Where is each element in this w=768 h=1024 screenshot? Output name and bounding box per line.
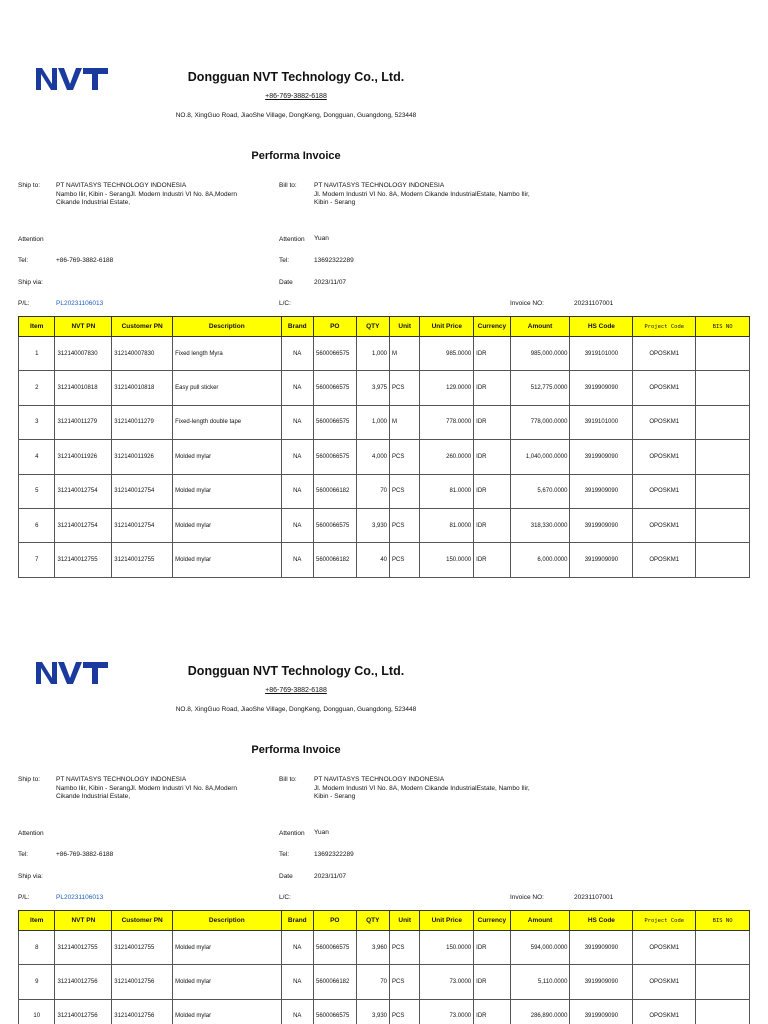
ship-to-label: Ship to: (18, 182, 41, 189)
header-project-code: Project Code (633, 317, 696, 337)
cell-qty: 40 (356, 543, 389, 577)
cell-description: Fixed length Myra (173, 337, 281, 371)
invoice-no-label: Invoice NO: (510, 300, 544, 307)
table-row (19, 965, 750, 999)
cell-bis-no (696, 337, 750, 371)
company-name: Dongguan NVT Technology Co., Ltd. (187, 70, 405, 84)
pl-label: P/L: (18, 894, 30, 901)
cell-po: 5600066575 (313, 405, 356, 439)
invoice-page (0, 594, 768, 1024)
cell-customer-pn: 312140007830 (112, 337, 173, 371)
cell-po: 5600066575 (313, 371, 356, 405)
cell-hs-code: 3919909090 (570, 931, 633, 965)
cell-unit: M (390, 405, 420, 439)
header-nvt-pn: NVT PN (55, 911, 112, 931)
cell-customer-pn: 312140012754 (112, 508, 173, 542)
tel-label: Tel: (18, 851, 29, 858)
cell-currency: IDR (474, 474, 510, 508)
tel-value-left: +86-769-3882-6188 (56, 851, 114, 858)
table-row (19, 440, 750, 474)
bill-to-line3: Kibin - Serang (314, 793, 356, 800)
cell-item: 8 (19, 931, 55, 965)
cell-hs-code: 3919909090 (570, 508, 633, 542)
cell-unit: PCS (390, 543, 420, 577)
cell-hs-code: 3919909090 (570, 999, 633, 1024)
bill-to-line1: PT NAVITASYS TECHNOLOGY INDONESIA (314, 182, 445, 189)
cell-unit-price: 81.0000 (420, 474, 474, 508)
company-phone[interactable]: +86-769-3882-6188 (265, 93, 327, 100)
cell-hs-code: 3919909090 (570, 440, 633, 474)
cell-po: 5600066182 (313, 965, 356, 999)
tel-value-left: +86-769-3882-6188 (56, 257, 114, 264)
cell-hs-code: 3919101000 (570, 337, 633, 371)
cell-description: Molded mylar (173, 999, 281, 1024)
cell-currency: IDR (474, 508, 510, 542)
header-unit: Unit (390, 317, 420, 337)
cell-brand: NA (281, 405, 313, 439)
cell-amount: 1,040,000.0000 (510, 440, 570, 474)
header-qty: QTY (356, 911, 389, 931)
header-brand: Brand (281, 911, 313, 931)
cell-unit: M (390, 337, 420, 371)
cell-po: 5600066575 (313, 931, 356, 965)
invoice-title: Performa Invoice (251, 744, 341, 756)
pl-value: PL20231106013 (56, 894, 104, 901)
cell-unit-price: 778.0000 (420, 405, 474, 439)
cell-amount: 5,110.0000 (510, 965, 570, 999)
cell-hs-code: 3919909090 (570, 474, 633, 508)
cell-customer-pn: 312140012756 (112, 999, 173, 1024)
ship-to-line1: PT NAVITASYS TECHNOLOGY INDONESIA (56, 776, 187, 783)
header-amount: Amount (510, 911, 570, 931)
header-description: Description (173, 317, 281, 337)
bill-to-line3: Kibin - Serang (314, 199, 356, 206)
cell-qty: 3,930 (356, 508, 389, 542)
cell-project-code: OPOSKM1 (633, 337, 696, 371)
table-header-row (19, 911, 750, 931)
cell-item: 4 (19, 440, 55, 474)
cell-project-code: OPOSKM1 (633, 508, 696, 542)
ship-via-label: Ship via: (18, 873, 43, 880)
cell-customer-pn: 312140011279 (112, 405, 173, 439)
cell-qty: 1,000 (356, 405, 389, 439)
header-currency: Currency (474, 911, 510, 931)
header-hs-code: HS Code (570, 317, 633, 337)
header-bis-no: BIS NO (696, 317, 750, 337)
cell-unit-price: 985.0000 (420, 337, 474, 371)
cell-brand: NA (281, 474, 313, 508)
cell-description: Molded mylar (173, 543, 281, 577)
header-bis-no: BIS NO (696, 911, 750, 931)
cell-item: 1 (19, 337, 55, 371)
cell-qty: 3,930 (356, 999, 389, 1024)
cell-project-code: OPOSKM1 (633, 405, 696, 439)
cell-bis-no (696, 965, 750, 999)
table-row (19, 999, 750, 1024)
cell-unit: PCS (390, 474, 420, 508)
invoice-no-label: Invoice NO: (510, 894, 544, 901)
tel-label-right: Tel: (279, 257, 290, 264)
cell-brand: NA (281, 508, 313, 542)
date-label: Date (279, 279, 293, 286)
cell-currency: IDR (474, 543, 510, 577)
cell-project-code: OPOSKM1 (633, 965, 696, 999)
company-address: NO.8, XingGuo Road, JiaoShe Village, DongKeng, Dongguan, Guangdong, 523448 (175, 112, 417, 119)
cell-unit: PCS (390, 440, 420, 474)
ship-to-line3: Cikande Industrial Estate, (56, 199, 131, 206)
header-amount: Amount (510, 317, 570, 337)
cell-customer-pn: 312140012755 (112, 543, 173, 577)
bill-to-line1: PT NAVITASYS TECHNOLOGY INDONESIA (314, 776, 445, 783)
tel-value-right: 13692322289 (314, 851, 354, 858)
cell-brand: NA (281, 337, 313, 371)
table-header-row (19, 317, 750, 337)
cell-amount: 985,000.0000 (510, 337, 570, 371)
cell-description: Fixed-length double tape (173, 405, 281, 439)
cell-project-code: OPOSKM1 (633, 371, 696, 405)
cell-hs-code: 3919101000 (570, 405, 633, 439)
header-hs-code: HS Code (570, 911, 633, 931)
bill-to-label: Bill to: (279, 776, 297, 783)
ship-to-line3: Cikande Industrial Estate, (56, 793, 131, 800)
cell-qty: 3,960 (356, 931, 389, 965)
ship-to-line2: Nambo Ilir, Kibin - SerangJl. Modern Industri VI No. 8A,Modern (56, 190, 237, 198)
header-unit: Unit (390, 911, 420, 931)
cell-unit-price: 150.0000 (420, 931, 474, 965)
cell-currency: IDR (474, 440, 510, 474)
invoice-title: Performa Invoice (251, 150, 341, 162)
cell-brand: NA (281, 999, 313, 1024)
cell-po: 5600066575 (313, 999, 356, 1024)
attention-label-right: Attention (279, 830, 305, 837)
cell-description: Molded mylar (173, 440, 281, 474)
cell-po: 5600066575 (313, 508, 356, 542)
table-row (19, 371, 750, 405)
table-row (19, 337, 750, 371)
attention-label: Attention (18, 236, 44, 243)
cell-nvt-pn: 312140012756 (55, 965, 112, 999)
cell-brand: NA (281, 371, 313, 405)
cell-project-code: OPOSKM1 (633, 474, 696, 508)
cell-description: Molded mylar (173, 965, 281, 999)
cell-customer-pn: 312140010818 (112, 371, 173, 405)
items-table (18, 316, 750, 578)
cell-item: 3 (19, 405, 55, 439)
cell-customer-pn: 312140012754 (112, 474, 173, 508)
header-unit-price: Unit Price (420, 317, 474, 337)
header-currency: Currency (474, 317, 510, 337)
cell-nvt-pn: 312140010818 (55, 371, 112, 405)
cell-unit-price: 129.0000 (420, 371, 474, 405)
cell-po: 5600066575 (313, 440, 356, 474)
table-row (19, 543, 750, 577)
cell-amount: 778,000.0000 (510, 405, 570, 439)
cell-description: Molded mylar (173, 474, 281, 508)
cell-nvt-pn: 312140012754 (55, 474, 112, 508)
cell-currency: IDR (474, 371, 510, 405)
attention-value: Yuan (314, 829, 329, 836)
attention-value: Yuan (314, 235, 329, 242)
cell-item: 2 (19, 371, 55, 405)
cell-customer-pn: 312140011926 (112, 440, 173, 474)
cell-description: Easy pull sticker (173, 371, 281, 405)
bill-to-line2: Jl. Modern Industri VI No. 8A, Modern Cikande IndustrialEstate, Nambo Ilir, (314, 784, 530, 792)
cell-unit: PCS (390, 965, 420, 999)
cell-bis-no (696, 440, 750, 474)
header-po: PO (313, 317, 356, 337)
cell-unit-price: 73.0000 (420, 999, 474, 1024)
cell-qty: 4,000 (356, 440, 389, 474)
date-label: Date (279, 873, 293, 880)
cell-qty: 70 (356, 474, 389, 508)
cell-bis-no (696, 371, 750, 405)
cell-amount: 5,670.0000 (510, 474, 570, 508)
cell-project-code: OPOSKM1 (633, 440, 696, 474)
cell-amount: 512,775.0000 (510, 371, 570, 405)
header-item: Item (19, 317, 55, 337)
bill-to-line2: Jl. Modern Industri VI No. 8A, Modern Cikande IndustrialEstate, Nambo Ilir, (314, 190, 530, 198)
lc-label: L/C: (279, 894, 291, 901)
cell-unit: PCS (390, 371, 420, 405)
company-address: NO.8, XingGuo Road, JiaoShe Village, DongKeng, Dongguan, Guangdong, 523448 (175, 706, 417, 713)
cell-amount: 286,890.0000 (510, 999, 570, 1024)
items-table (18, 910, 750, 1024)
cell-nvt-pn: 312140012755 (55, 931, 112, 965)
company-name: Dongguan NVT Technology Co., Ltd. (187, 664, 405, 678)
header-po: PO (313, 911, 356, 931)
cell-item: 10 (19, 999, 55, 1024)
table-row (19, 931, 750, 965)
cell-unit-price: 81.0000 (420, 508, 474, 542)
header-qty: QTY (356, 317, 389, 337)
cell-customer-pn: 312140012755 (112, 931, 173, 965)
cell-unit-price: 150.0000 (420, 543, 474, 577)
date-value: 2023/11/07 (314, 279, 347, 286)
cell-nvt-pn: 312140012756 (55, 999, 112, 1024)
date-value: 2023/11/07 (314, 873, 347, 880)
cell-po: 5600066182 (313, 543, 356, 577)
cell-amount: 318,330.0000 (510, 508, 570, 542)
cell-nvt-pn: 312140012755 (55, 543, 112, 577)
header-description: Description (173, 911, 281, 931)
cell-nvt-pn: 312140012754 (55, 508, 112, 542)
cell-hs-code: 3919909090 (570, 965, 633, 999)
cell-qty: 1,000 (356, 337, 389, 371)
pl-value: PL20231106013 (56, 300, 104, 307)
header-nvt-pn: NVT PN (55, 317, 112, 337)
cell-unit: PCS (390, 999, 420, 1024)
cell-description: Molded mylar (173, 508, 281, 542)
cell-unit: PCS (390, 931, 420, 965)
cell-hs-code: 3919909090 (570, 371, 633, 405)
cell-currency: IDR (474, 965, 510, 999)
header-item: Item (19, 911, 55, 931)
cell-po: 5600066182 (313, 474, 356, 508)
header-customer-pn: Customer PN (112, 911, 173, 931)
lc-label: L/C: (279, 300, 291, 307)
cell-customer-pn: 312140012756 (112, 965, 173, 999)
invoice-no-value: 20231107001 (574, 894, 614, 901)
ship-to-line2: Nambo Ilir, Kibin - SerangJl. Modern Industri VI No. 8A,Modern (56, 784, 237, 792)
cell-brand: NA (281, 965, 313, 999)
table-row (19, 474, 750, 508)
ship-to-line1: PT NAVITASYS TECHNOLOGY INDONESIA (56, 182, 187, 189)
cell-nvt-pn: 312140011279 (55, 405, 112, 439)
cell-item: 7 (19, 543, 55, 577)
ship-to-label: Ship to: (18, 776, 41, 783)
cell-bis-no (696, 474, 750, 508)
cell-item: 5 (19, 474, 55, 508)
cell-unit-price: 260.0000 (420, 440, 474, 474)
cell-bis-no (696, 543, 750, 577)
cell-qty: 3,975 (356, 371, 389, 405)
table-row (19, 508, 750, 542)
cell-amount: 594,000.0000 (510, 931, 570, 965)
cell-unit-price: 73.0000 (420, 965, 474, 999)
cell-brand: NA (281, 931, 313, 965)
header-brand: Brand (281, 317, 313, 337)
cell-bis-no (696, 999, 750, 1024)
tel-label-right: Tel: (279, 851, 290, 858)
bill-to-label: Bill to: (279, 182, 297, 189)
cell-unit: PCS (390, 508, 420, 542)
cell-description: Molded mylar (173, 931, 281, 965)
header-unit-price: Unit Price (420, 911, 474, 931)
cell-qty: 70 (356, 965, 389, 999)
attention-label: Attention (18, 830, 44, 837)
invoice-no-value: 20231107001 (574, 300, 614, 307)
cell-item: 6 (19, 508, 55, 542)
cell-brand: NA (281, 440, 313, 474)
cell-brand: NA (281, 543, 313, 577)
cell-project-code: OPOSKM1 (633, 543, 696, 577)
tel-value-right: 13692322289 (314, 257, 354, 264)
cell-nvt-pn: 312140011926 (55, 440, 112, 474)
cell-po: 5600066575 (313, 337, 356, 371)
cell-currency: IDR (474, 337, 510, 371)
cell-project-code: OPOSKM1 (633, 931, 696, 965)
company-phone[interactable]: +86-769-3882-6188 (265, 687, 327, 694)
pl-label: P/L: (18, 300, 30, 307)
cell-amount: 6,000.0000 (510, 543, 570, 577)
cell-currency: IDR (474, 931, 510, 965)
cell-project-code: OPOSKM1 (633, 999, 696, 1024)
cell-bis-no (696, 931, 750, 965)
cell-bis-no (696, 508, 750, 542)
cell-currency: IDR (474, 999, 510, 1024)
header-customer-pn: Customer PN (112, 317, 173, 337)
cell-currency: IDR (474, 405, 510, 439)
cell-nvt-pn: 312140007830 (55, 337, 112, 371)
cell-item: 9 (19, 965, 55, 999)
cell-bis-no (696, 405, 750, 439)
header-project-code: Project Code (633, 911, 696, 931)
tel-label: Tel: (18, 257, 29, 264)
cell-hs-code: 3919909090 (570, 543, 633, 577)
attention-label-right: Attention (279, 236, 305, 243)
table-row (19, 405, 750, 439)
ship-via-label: Ship via: (18, 279, 43, 286)
